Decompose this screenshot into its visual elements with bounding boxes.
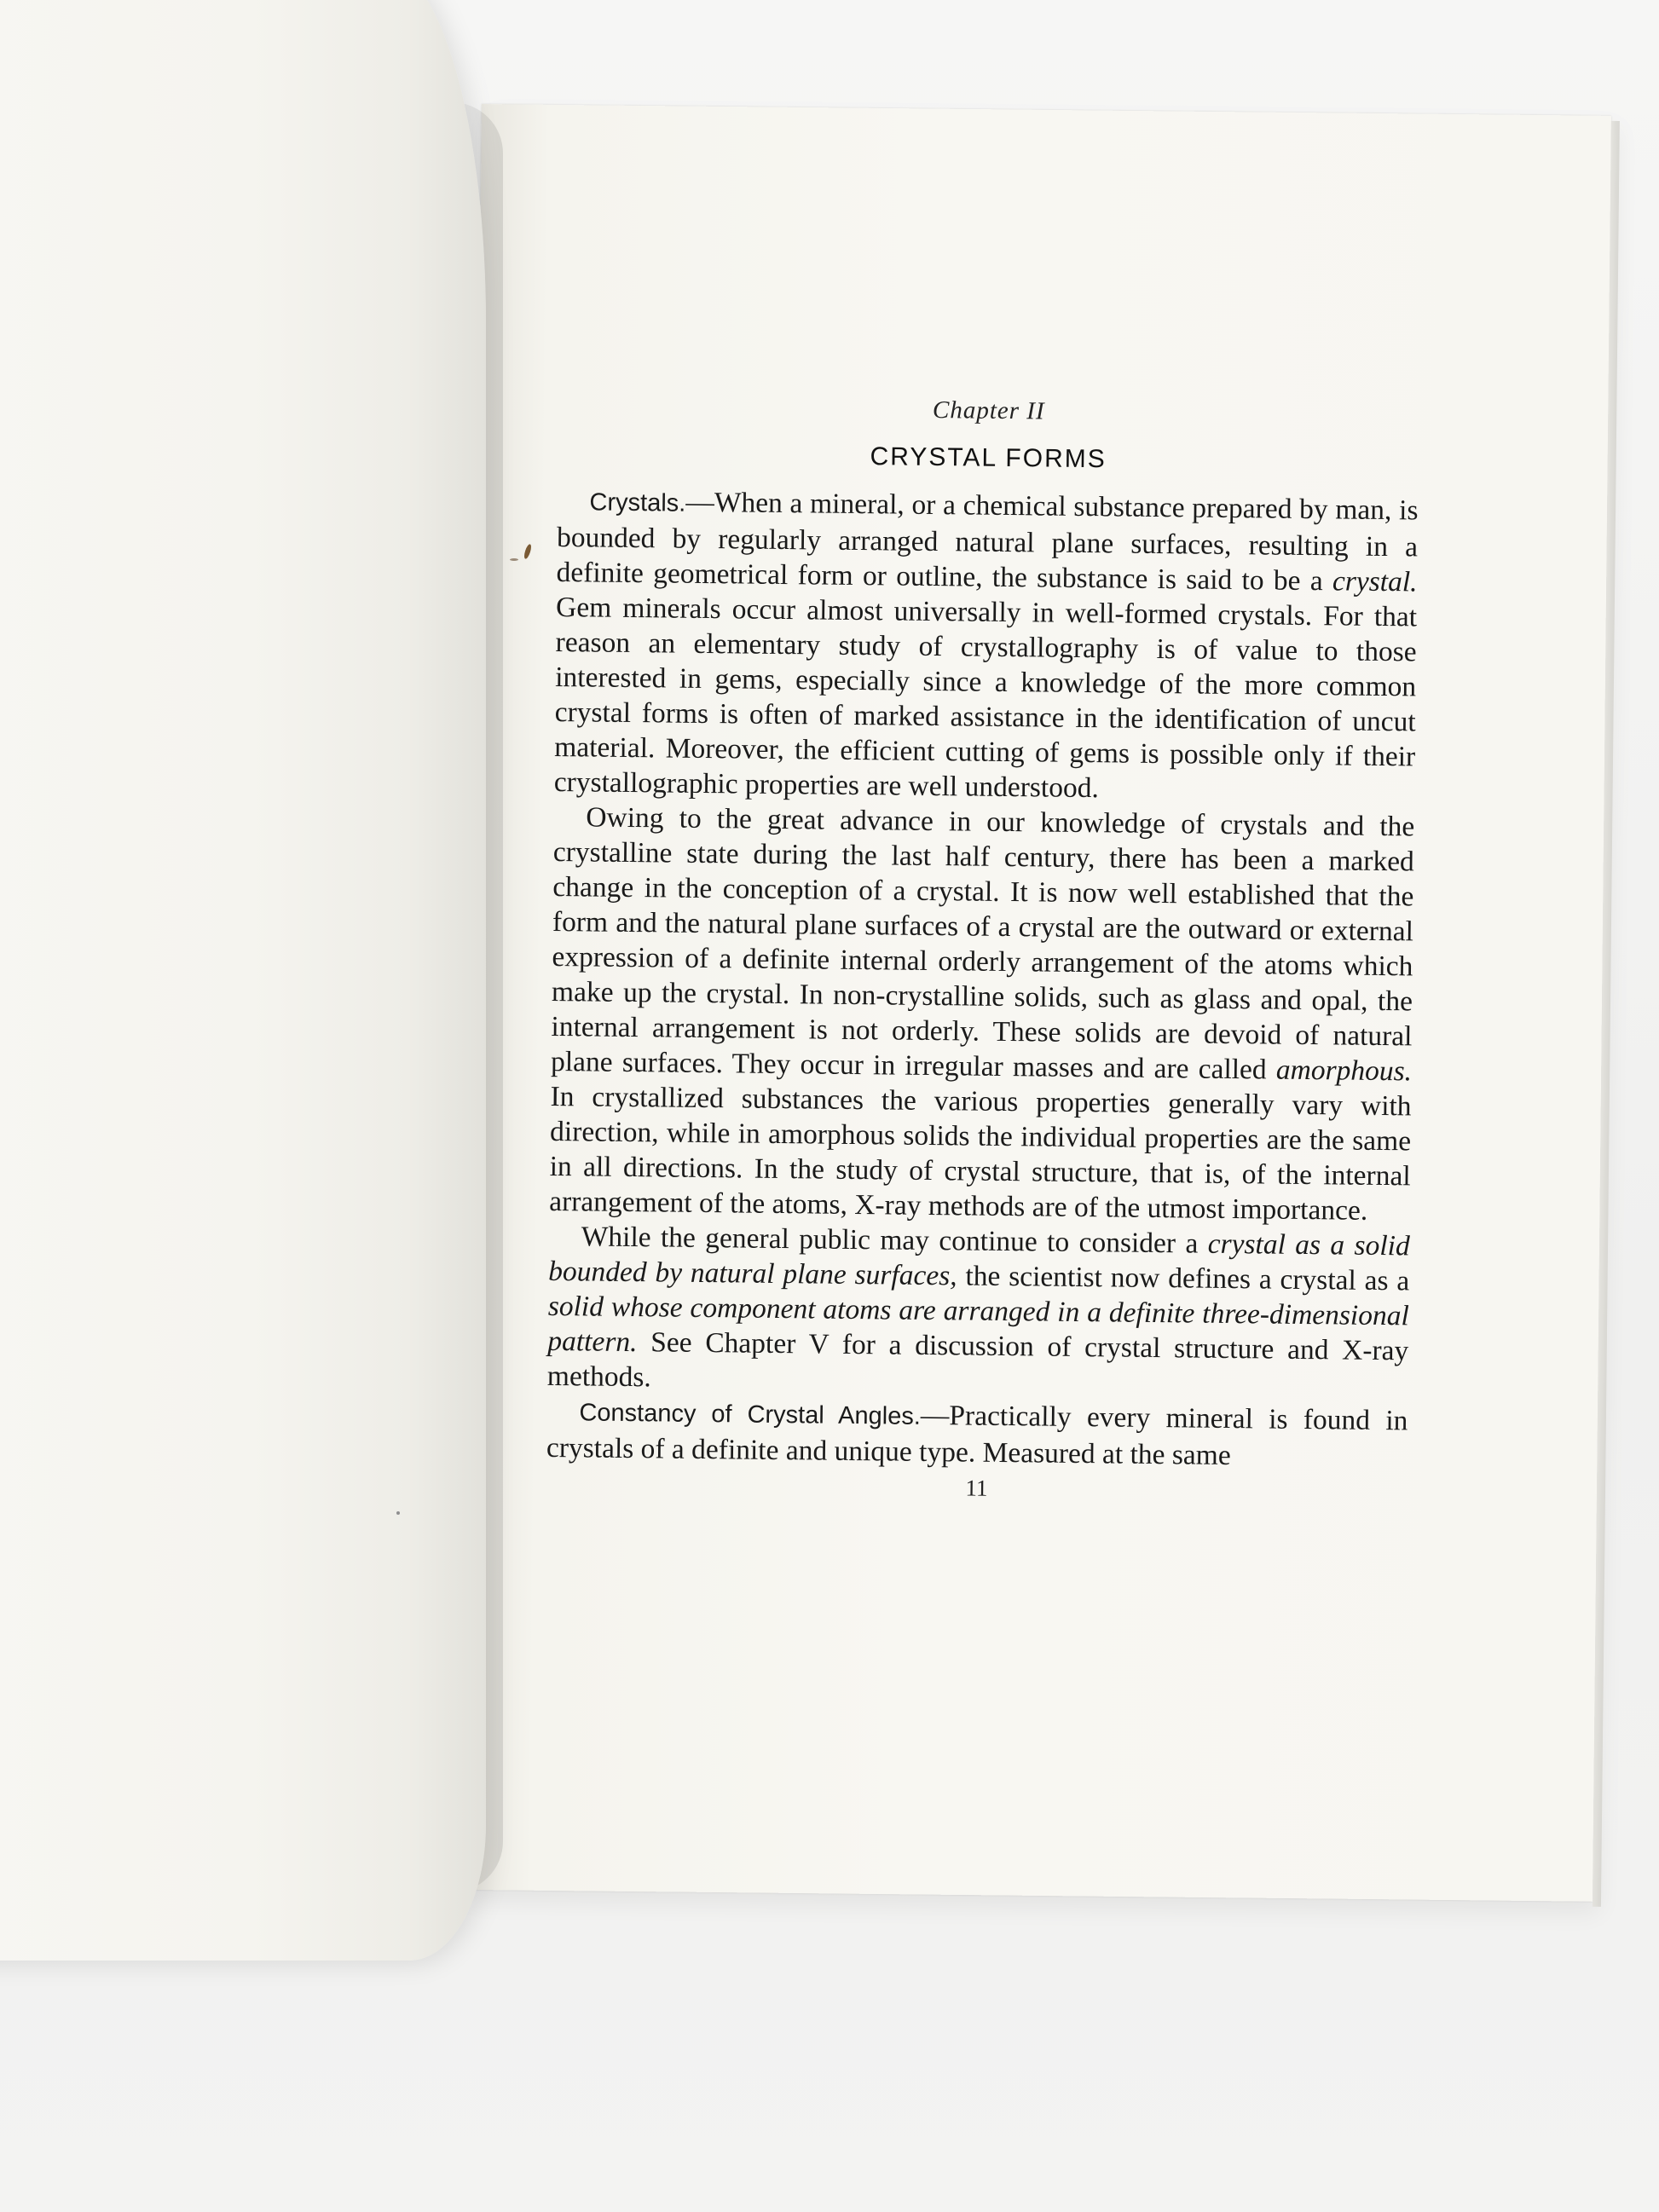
paragraph-definition [547,1219,1410,1403]
paragraph-text: See Chapter V for a discussion of crystal structure and X-ray methods. [546,1326,1409,1394]
page-number: 11 [965,1475,988,1501]
emphasis-text: solid whose component atoms are arranged in a definite three-dimensional pattern. [547,1290,1409,1359]
paragraph-text: —Practically every mineral is found in crystals of a definite and unique type. Measured at the same [546,1399,1408,1472]
paragraph-text: In crystallized substances the various properties generally vary with direction, while in amorphous solids the individual properties are the same in all directions. In the study of crystal structure, that is, of the internal arrangement of the atoms, X-ray methods are of the utmost importance. [549,1080,1412,1227]
paragraph-constancy [546,1394,1408,1475]
paragraph-text: Gem minerals occur almost universally in well-formed crystals. For that reason an elementary study of crystallography is of value to those interested in gems, especially since a knowledge of the more common crystal forms is often of marked assistance in the identification of uncut material. Moreover, the efficient cutting of gems is possible only if their crystallographic properties are well understood. [553,591,1418,805]
emphasis-text: crystal as a solid bounded by natural plane surfaces, [548,1227,1410,1292]
paragraph-lead: Constancy of Crystal Angles. [579,1399,922,1430]
page-text [546,392,1419,1506]
emphasis-text: crystal. [1332,565,1418,598]
left-page [0,0,486,1961]
emphasis-text: amorphous. [1275,1054,1413,1088]
section-title: CRYSTAL FORMS [870,442,1107,474]
chapter-label: Chapter II [932,396,1045,425]
paragraph-crystals [554,483,1419,809]
paragraph-crystalline-state [549,800,1415,1228]
paper-speck [510,558,518,561]
paragraph-text: While the general public may continue to consider a [581,1221,1208,1260]
paragraph-text: —When a mineral, or a chemical substance prepared by man, is bounded by regularly arranged natural plane surfaces, resulting in a definite geometrical form or outline, the substance is said to be a [556,486,1419,598]
paragraph-text: Owing to the great advance in our knowledge of crystals and the crystalline state during the last half century, there has been a marked change in the conception of a crystal. It is now well established that the form and the natural plane surfaces of a crystal are the outward or external expression of a definite internal orderly arrangement of the atoms which make up the crystal. In non-crystalline solids, such as glass and opal, the internal arrangement is not orderly. These solids are devoid of natural plane surfaces. They occur in irregular masses and are called [550,801,1415,1086]
paper-speck [396,1511,400,1515]
paragraph-lead: Crystals. [589,488,686,517]
paragraph-text: the scientist now defines a crystal as a [957,1260,1410,1297]
